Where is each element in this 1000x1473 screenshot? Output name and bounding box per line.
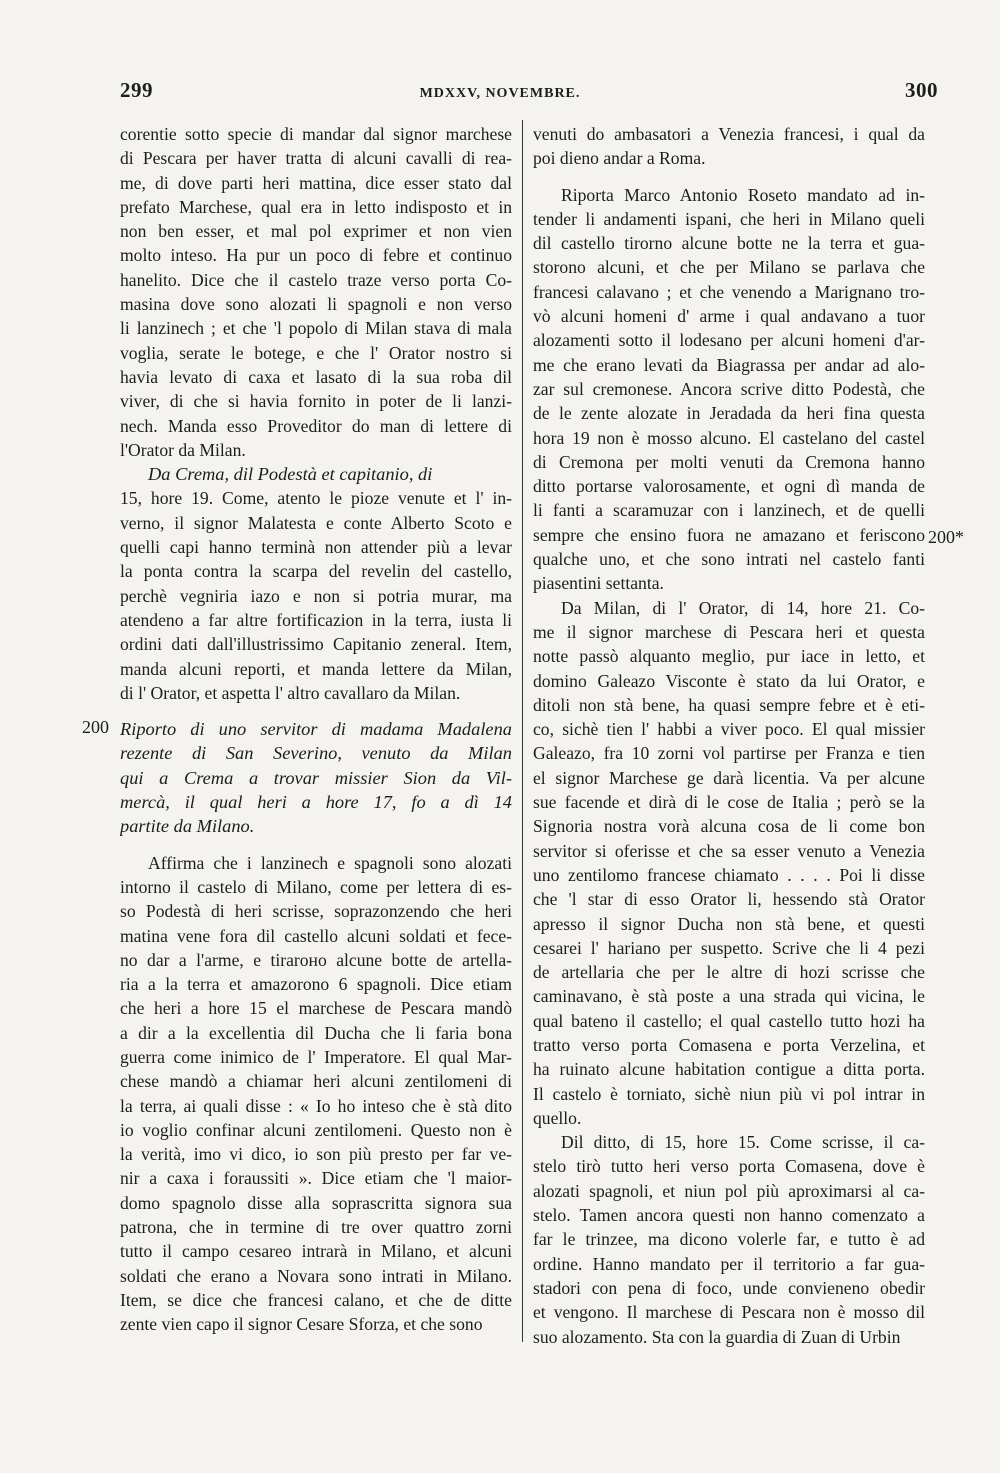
text-line: Riporta Marco Antonio Roseto mandato ad in- xyxy=(561,184,925,205)
text-line: patrona, che in termine di tre over quattro zorni xyxy=(120,1217,512,1238)
text-line: ordine. Hanno mandato per il territorio a far gua- xyxy=(533,1253,925,1274)
text-line: qualche uno, et che sono intrati nel castelo fanti xyxy=(533,549,925,570)
text-line: ha ruinato alcune habitation contigue a ditta porta. xyxy=(533,1059,925,1080)
text-line: zente vien capo il signor Cesare Sforza, et che sono xyxy=(120,1314,483,1335)
text-line: li lanzinech ; et che 'l popolo di Milan stava di mala xyxy=(120,318,512,339)
text-line: poi dieno andar a Roma. xyxy=(533,148,706,169)
spacer xyxy=(120,839,512,851)
text-line: ditoli non stà bene, ha quasi sempre febre et è eti- xyxy=(533,694,925,715)
text-line: la ponta contra la scarpa del revelin del castello, xyxy=(120,561,512,582)
paragraph xyxy=(120,851,512,1337)
text-line: ditto portarse valorosamente, et ogni dì manda de xyxy=(533,476,925,497)
text-line: qui a Crema a trovar missier Sion da Vil- xyxy=(120,767,512,788)
paragraph xyxy=(120,486,512,705)
text-line: cesarei l' hariano per suspetto. Scrive che li 4 pezi xyxy=(533,937,925,958)
text-line: apresso il signor Ducha non stà bene, et questi xyxy=(533,913,925,934)
text-line: de le zente alozate in Jeradada da heri fina questa xyxy=(533,403,925,424)
text-line: Da Milan, di l' Orator, di 14, hore 21. Co- xyxy=(561,597,925,618)
section-heading xyxy=(120,462,512,486)
text-line: di Pescara per haver tratta di alcuni cavalli di rea- xyxy=(120,148,512,169)
text-line: domo spagnolo disse alla soprascritta signora sua xyxy=(120,1192,512,1213)
text-line: francesi calavano ; et che venendo a Marignano tro- xyxy=(533,281,925,302)
text-line: hora 19 non è mosso alcuno. El castelano del castel xyxy=(533,427,925,448)
text-line: Affirma che i lanzinech e spagnoli sono alozati xyxy=(148,852,512,873)
spacer xyxy=(120,705,512,717)
spacer xyxy=(533,171,925,183)
text-line: me il signor marchese di Pescara heri et questa xyxy=(533,621,925,642)
text-line: nir a caxa i foraussiti ». Dice etiam che 'l maior- xyxy=(120,1168,512,1189)
text-line: zar sul cremonese. Ancora scrive ditto Podestà, che xyxy=(533,378,925,399)
paragraph xyxy=(533,1130,925,1349)
text-line: domino Galeazo Visconte è stato da lui Orator, e xyxy=(533,670,925,691)
text-line: Riporto di uno servitor di madama Madalena xyxy=(120,719,512,740)
paragraph xyxy=(120,122,512,462)
text-line: storono alcuni, et che per Milano se parlava che xyxy=(533,257,925,278)
text-line: alozati spagnoli, et niun pol più aproximarsi al ca- xyxy=(533,1180,925,1201)
text-line: rezente di San Severino, venuto da Milan xyxy=(120,743,512,764)
text-line: manda alcuni reporti, et manda lettere da Milan, xyxy=(120,658,512,679)
text-line: mercà, il qual heri a hore 17, fo a dì 14 xyxy=(120,792,512,813)
text-line: sempre che ensino fuora ne amazano et feriscono xyxy=(533,524,925,545)
text-line: molto inteso. Ha pur un poco di febre et continuo xyxy=(120,245,512,266)
text-line: intorno il castelo di Milano, come per lettera di es- xyxy=(120,876,512,897)
paragraph xyxy=(533,183,925,596)
text-line: suo alozamento. Sta con la guardia di Zuan di Urbin xyxy=(533,1326,901,1347)
text-line: prefato Marchese, qual era in letto indisposto et in xyxy=(120,196,512,217)
text-line: caminavano, è stà poste a una strada qui vicina, le xyxy=(533,986,925,1007)
text-line: corentie sotto specie di mandar dal signor marchese xyxy=(120,124,512,144)
text-line: viver, di che si havia fornito in poter de li lanzi- xyxy=(120,391,512,412)
text-line: che 'l star di esso Orator li, hessendo stà Orator xyxy=(533,889,925,910)
text-line: stelo tirò tutto heri verso porta Comasena, dove è xyxy=(533,1156,925,1177)
text-line: tutto il campo cesareo intrarà in Milano, et alcuni xyxy=(120,1241,512,1262)
text-line: tender li andamenti ispani, che heri in Milano queli xyxy=(533,208,925,229)
text-line: uno zentilomo francese chiamato . . . . Poi li disse xyxy=(533,864,925,885)
text-line: Il castelo è torniato, sichè niun più vi pol intrar in xyxy=(533,1083,925,1104)
text-line: hanelito. Dice che il castelo traze verso porta Co- xyxy=(120,269,512,290)
text-line: Item, se dice che francesi calano, et che de ditte xyxy=(120,1289,512,1310)
text-line: ordini dati dall'illustrissimo Capitanio zeneral. Item, xyxy=(120,634,512,655)
text-line: verno, il signor Malatesta e conte Alberto Scoto e xyxy=(120,512,512,533)
text-line: Signoria nostra vorà alcuna cosa de li come bon xyxy=(533,816,925,837)
text-line: che heri a hore 15 el marchese de Pescara mandò xyxy=(120,998,512,1019)
text-line: a dir a la excellentia dil Ducha che li faria bona xyxy=(120,1022,512,1043)
text-line: sue facende et dirà di le cose de Italia ; però se la xyxy=(533,792,925,813)
text-line: stadori con pena di foco, unde convieneno obedir xyxy=(533,1277,925,1298)
left-column xyxy=(120,122,512,1337)
text-line: et vengono. Il marchese di Pescara non è mosso dil xyxy=(533,1302,925,1323)
text-line: de artellaria che per le altre di hozi scrisse che xyxy=(533,962,925,983)
text-line: so Podestà di heri scrisse, soprazonzendo che heri xyxy=(120,901,512,922)
text-line: Galeazo, fra 10 zorni vol partirse per Franza e tien xyxy=(533,743,925,764)
text-line: quello. xyxy=(533,1107,582,1128)
text-line: matina vene fora dil castello alcuni soldati et fece- xyxy=(120,925,512,946)
text-line: guerra come inimico de l' Imperatore. El qual Mar- xyxy=(120,1046,512,1067)
running-header: MDXXV, NOVEMBRE. xyxy=(419,86,581,101)
text-line: me che erano levati da Biagrassa per andar ad alo- xyxy=(533,354,925,375)
text-line: perchè vegniria iazo e non si potria murar, ma xyxy=(120,585,512,606)
text-line: me, di dove parti heri mattina, dice esser stato dal xyxy=(120,172,512,193)
text-line: 15, hore 19. Come, atento le pioze venute et l' in- xyxy=(120,488,512,509)
text-line: voglia, serate le botege, e che l' Orator nostro si xyxy=(120,342,512,363)
text-line: vò alcuni homeni d' arme i qual andavano a tuor xyxy=(533,306,925,327)
text-line: atendeno a far altre fortificazion in la terra, iusta li xyxy=(120,609,512,630)
text-line: masina dove sono alozati li spagnoli e non verso xyxy=(120,294,512,315)
text-line: el signor Marchese ge darà licentia. Va per alcune xyxy=(533,767,925,788)
text-line: Da Crema, dil Podestà et capitanio, di xyxy=(148,464,433,485)
left-page-number: 299 xyxy=(120,78,153,102)
text-line: quelli capi hanno terminà non attender più a levar xyxy=(120,537,512,558)
text-line: non ben esser, et mal pol exprimer et non vien xyxy=(120,221,512,242)
text-line: alozamenti sotto il lodesano per alcuni homeni d'ar- xyxy=(533,330,925,351)
text-line: co, sichè tien l' habbi a viver poco. El qual missier xyxy=(533,719,925,740)
text-line: no dar a l'arme, e tiraroно alcune botte de artella- xyxy=(120,949,512,970)
text-line: notte passò alquanto meglio, pur iace in letto, et xyxy=(533,646,925,667)
margin-number-right: 200* xyxy=(928,527,964,547)
text-line: li fanti a scaramuzar con i lanzinech, et de quelli xyxy=(533,500,925,521)
text-line: l'Orator da Milan. xyxy=(120,439,246,460)
text-line: io voglio confinar alcuni zentilomeni. Questo non è xyxy=(120,1119,512,1140)
text-line: nech. Manda esso Proveditor do man di lettere di xyxy=(120,415,512,436)
text-line: venuti do ambasatori a Venezia francesi, i qual da xyxy=(533,124,925,144)
text-line: la terra, ai quali disse : « Io ho inteso che è stà dito xyxy=(120,1095,512,1116)
text-line: far le trinzee, ma dicono volerle far, e tutto è ad xyxy=(533,1229,925,1250)
paragraph xyxy=(533,596,925,1131)
text-line: partite da Milano. xyxy=(120,816,255,837)
right-column xyxy=(533,122,925,1349)
text-line: servitor si oferisse et che sa esser venuto a Venezia xyxy=(533,840,925,861)
column-divider xyxy=(522,120,523,1342)
right-page-number: 300 xyxy=(905,78,938,102)
text-line: havia levato di caxa et lasato di la sua roba dil xyxy=(120,366,512,387)
text-line: soldati che erano a Novara sono intrati in Milano. xyxy=(120,1265,512,1286)
paragraph xyxy=(533,122,925,171)
text-line: piasentini settanta. xyxy=(533,573,664,594)
report-title xyxy=(120,717,512,838)
text-line: stelo. Tamen ancora questi non hanno comenzato a xyxy=(533,1205,925,1226)
text-line: di Cremona per molti venuti da Cremona hanno xyxy=(533,451,925,472)
margin-number-left: 200 xyxy=(82,717,109,737)
text-line: Dil ditto, di 15, hore 15. Come scrisse, il ca- xyxy=(561,1132,925,1153)
text-line: di l' Orator, et aspetta l' altro cavallaro da Milan. xyxy=(120,682,461,703)
text-line: tratto verso porta Comasena e porta Verzelina, et xyxy=(533,1034,925,1055)
text-line: chese mandò a chiamar heri alcuni zentilomeni di xyxy=(120,1071,512,1092)
text-line: qual bateno il castello; el qual castello tutto hozi ha xyxy=(533,1010,925,1031)
text-line: la verità, imo vi dico, io son più presto per far ve- xyxy=(120,1144,512,1165)
text-line: dil castello tirorno alcune botte ne la terra et gua- xyxy=(533,233,925,254)
text-line: ria a la terra et amazorono 6 spagnoli. Dice etiam xyxy=(120,974,512,995)
